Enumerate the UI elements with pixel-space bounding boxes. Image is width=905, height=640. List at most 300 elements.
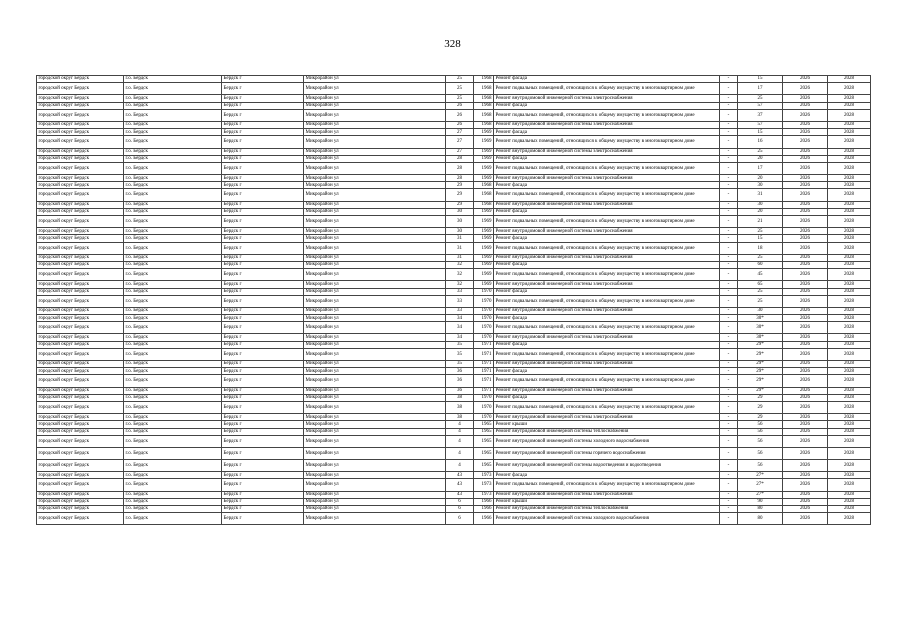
end-year-cell: 2028	[828, 175, 871, 182]
municipality-cell: г.о. Бердск	[124, 341, 222, 348]
table-row	[37, 155, 871, 162]
house-number-cell: 29	[446, 189, 474, 201]
street-cell: Микрорайон ул	[304, 498, 446, 505]
end-year-cell: 2028	[828, 421, 871, 428]
city-cell: Бердск г	[222, 155, 304, 162]
house-number-cell: 36	[446, 375, 474, 387]
table-row	[37, 102, 871, 109]
end-year-cell: 2028	[828, 348, 871, 360]
city-cell: Бердск г	[222, 208, 304, 215]
build-year-cell: 1968	[474, 102, 494, 109]
district-cell: городской округ Бердск	[37, 288, 124, 295]
house-number-cell: 35	[446, 361, 474, 368]
end-year-cell: 2028	[828, 254, 871, 261]
table-body	[37, 76, 871, 525]
street-cell: Микрорайон ул	[304, 95, 446, 102]
placeholder-cell: -	[720, 348, 738, 360]
work-type-cell: Ремонт подвальных помещений, относящихся к общему имуществу в многоквартирном доме	[494, 375, 720, 387]
house-number-cell: 6	[446, 513, 474, 525]
table-row	[37, 109, 871, 121]
cost-cell: 17	[738, 83, 783, 95]
street-cell: Микрорайон ул	[304, 148, 446, 155]
cost-cell: 27*	[738, 472, 783, 479]
table-row	[37, 136, 871, 148]
build-year-cell: 1966	[474, 506, 494, 513]
start-year-cell: 2026	[783, 428, 828, 435]
street-cell: Микрорайон ул	[304, 136, 446, 148]
municipality-cell: г.о. Бердск	[124, 129, 222, 136]
build-year-cell: 1969	[474, 269, 494, 281]
municipality-cell: г.о. Бердск	[124, 348, 222, 360]
municipality-cell: г.о. Бердск	[124, 307, 222, 314]
placeholder-cell: -	[720, 95, 738, 102]
municipality-cell: г.о. Бердск	[124, 155, 222, 162]
end-year-cell: 2028	[828, 242, 871, 254]
start-year-cell: 2026	[783, 242, 828, 254]
house-number-cell: 4	[446, 421, 474, 428]
capital-repair-table	[36, 75, 871, 525]
start-year-cell: 2026	[783, 315, 828, 322]
district-cell: городской округ Бердск	[37, 428, 124, 435]
build-year-cell: 1973	[474, 472, 494, 479]
build-year-cell: 1969	[474, 281, 494, 288]
street-cell: Микрорайон ул	[304, 208, 446, 215]
street-cell: Микрорайон ул	[304, 281, 446, 288]
placeholder-cell: -	[720, 428, 738, 435]
start-year-cell: 2026	[783, 83, 828, 95]
city-cell: Бердск г	[222, 102, 304, 109]
cost-cell: 56	[738, 428, 783, 435]
street-cell: Микрорайон ул	[304, 228, 446, 235]
placeholder-cell: -	[720, 228, 738, 235]
cost-cell: 56	[738, 447, 783, 459]
work-type-cell: Ремонт внутридомовой инженерной системы электроснабжения	[494, 491, 720, 498]
start-year-cell: 2026	[783, 375, 828, 387]
street-cell: Микрорайон ул	[304, 189, 446, 201]
work-type-cell: Ремонт крыши	[494, 498, 720, 505]
start-year-cell: 2026	[783, 348, 828, 360]
cost-cell: 29*	[738, 341, 783, 348]
cost-cell: 20	[738, 175, 783, 182]
placeholder-cell: -	[720, 334, 738, 341]
house-number-cell: 32	[446, 269, 474, 281]
cost-cell: 25	[738, 228, 783, 235]
city-cell: Бердск г	[222, 491, 304, 498]
district-cell: городской округ Бердск	[37, 242, 124, 254]
start-year-cell: 2026	[783, 182, 828, 189]
build-year-cell: 1969	[474, 242, 494, 254]
end-year-cell: 2028	[828, 428, 871, 435]
build-year-cell: 1969	[474, 235, 494, 242]
work-type-cell: Ремонт подвальных помещений, относящихся к общему имуществу в многоквартирном доме	[494, 295, 720, 307]
start-year-cell: 2026	[783, 288, 828, 295]
end-year-cell: 2028	[828, 136, 871, 148]
end-year-cell: 2028	[828, 261, 871, 268]
street-cell: Микрорайон ул	[304, 155, 446, 162]
house-number-cell: 38	[446, 394, 474, 401]
house-number-cell: 6	[446, 506, 474, 513]
cost-cell: 25	[738, 295, 783, 307]
start-year-cell: 2026	[783, 261, 828, 268]
city-cell: Бердск г	[222, 83, 304, 95]
municipality-cell: г.о. Бердск	[124, 201, 222, 208]
city-cell: Бердск г	[222, 235, 304, 242]
work-type-cell: Ремонт внутридомовой инженерной системы электроснабжения	[494, 95, 720, 102]
placeholder-cell: -	[720, 394, 738, 401]
end-year-cell: 2028	[828, 83, 871, 95]
build-year-cell: 1968	[474, 83, 494, 95]
street-cell: Микрорайон ул	[304, 129, 446, 136]
house-number-cell: 25	[446, 76, 474, 83]
street-cell: Микрорайон ул	[304, 261, 446, 268]
end-year-cell: 2028	[828, 472, 871, 479]
district-cell: городской округ Бердск	[37, 513, 124, 525]
house-number-cell: 27	[446, 148, 474, 155]
house-number-cell: 43	[446, 472, 474, 479]
municipality-cell: г.о. Бердск	[124, 109, 222, 121]
municipality-cell: г.о. Бердск	[124, 387, 222, 394]
municipality-cell: г.о. Бердск	[124, 228, 222, 235]
cost-cell: 27*	[738, 491, 783, 498]
cost-cell: 16	[738, 136, 783, 148]
cost-cell: 80	[738, 506, 783, 513]
end-year-cell: 2028	[828, 498, 871, 505]
municipality-cell: г.о. Бердск	[124, 148, 222, 155]
start-year-cell: 2026	[783, 506, 828, 513]
city-cell: Бердск г	[222, 76, 304, 83]
start-year-cell: 2026	[783, 201, 828, 208]
placeholder-cell: -	[720, 121, 738, 128]
municipality-cell: г.о. Бердск	[124, 136, 222, 148]
street-cell: Микрорайон ул	[304, 315, 446, 322]
house-number-cell: 34	[446, 334, 474, 341]
district-cell: городской округ Бердск	[37, 109, 124, 121]
district-cell: городской округ Бердск	[37, 491, 124, 498]
table-row	[37, 162, 871, 174]
table-row	[37, 95, 871, 102]
city-cell: Бердск г	[222, 288, 304, 295]
work-type-cell: Ремонт фасада	[494, 341, 720, 348]
end-year-cell: 2028	[828, 76, 871, 83]
build-year-cell: 1966	[474, 513, 494, 525]
work-type-cell: Ремонт подвальных помещений, относящихся к общему имуществу в многоквартирном доме	[494, 401, 720, 413]
street-cell: Микрорайон ул	[304, 334, 446, 341]
house-number-cell: 29	[446, 182, 474, 189]
city-cell: Бердск г	[222, 281, 304, 288]
district-cell: городской округ Бердск	[37, 401, 124, 413]
work-type-cell: Ремонт внутридомовой инженерной системы электроснабжения	[494, 121, 720, 128]
end-year-cell: 2028	[828, 95, 871, 102]
cost-cell: 90	[738, 498, 783, 505]
start-year-cell: 2026	[783, 102, 828, 109]
cost-cell: 25	[738, 95, 783, 102]
work-type-cell: Ремонт подвальных помещений, относящихся к общему имуществу в многоквартирном доме	[494, 242, 720, 254]
start-year-cell: 2026	[783, 414, 828, 421]
placeholder-cell: -	[720, 295, 738, 307]
start-year-cell: 2026	[783, 447, 828, 459]
build-year-cell: 1968	[474, 76, 494, 83]
start-year-cell: 2026	[783, 401, 828, 413]
end-year-cell: 2028	[828, 295, 871, 307]
placeholder-cell: -	[720, 506, 738, 513]
build-year-cell: 1970	[474, 288, 494, 295]
build-year-cell: 1968	[474, 201, 494, 208]
district-cell: городской округ Бердск	[37, 269, 124, 281]
build-year-cell: 1970	[474, 295, 494, 307]
start-year-cell: 2026	[783, 498, 828, 505]
start-year-cell: 2026	[783, 109, 828, 121]
table-row	[37, 235, 871, 242]
table-row	[37, 83, 871, 95]
work-type-cell: Ремонт подвальных помещений, относящихся к общему имуществу в многоквартирном доме	[494, 189, 720, 201]
district-cell: городской округ Бердск	[37, 281, 124, 288]
street-cell: Микрорайон ул	[304, 361, 446, 368]
table-row	[37, 208, 871, 215]
work-type-cell: Ремонт фасада	[494, 261, 720, 268]
build-year-cell: 1969	[474, 148, 494, 155]
district-cell: городской округ Бердск	[37, 375, 124, 387]
table-row	[37, 121, 871, 128]
street-cell: Микрорайон ул	[304, 242, 446, 254]
municipality-cell: г.о. Бердск	[124, 447, 222, 459]
street-cell: Микрорайон ул	[304, 479, 446, 491]
street-cell: Микрорайон ул	[304, 421, 446, 428]
table-row	[37, 201, 871, 208]
build-year-cell: 1971	[474, 368, 494, 375]
cost-cell: 30	[738, 182, 783, 189]
cost-cell: 15	[738, 76, 783, 83]
placeholder-cell: -	[720, 421, 738, 428]
build-year-cell: 1969	[474, 155, 494, 162]
work-type-cell: Ремонт внутридомовой инженерной системы электроснабжения	[494, 254, 720, 261]
street-cell: Микрорайон ул	[304, 513, 446, 525]
start-year-cell: 2026	[783, 121, 828, 128]
page-number: 328	[444, 38, 461, 50]
district-cell: городской округ Бердск	[37, 460, 124, 472]
end-year-cell: 2028	[828, 361, 871, 368]
house-number-cell: 33	[446, 288, 474, 295]
cost-cell: 60	[738, 261, 783, 268]
city-cell: Бердск г	[222, 334, 304, 341]
district-cell: городской округ Бердск	[37, 228, 124, 235]
table-row	[37, 269, 871, 281]
house-number-cell: 31	[446, 254, 474, 261]
work-type-cell: Ремонт подвальных помещений, относящихся к общему имуществу в многоквартирном доме	[494, 348, 720, 360]
start-year-cell: 2026	[783, 281, 828, 288]
house-number-cell: 34	[446, 315, 474, 322]
start-year-cell: 2026	[783, 394, 828, 401]
municipality-cell: г.о. Бердск	[124, 269, 222, 281]
end-year-cell: 2028	[828, 216, 871, 228]
cost-cell: 25	[738, 254, 783, 261]
district-cell: городской округ Бердск	[37, 334, 124, 341]
start-year-cell: 2026	[783, 322, 828, 334]
city-cell: Бердск г	[222, 129, 304, 136]
build-year-cell: 1965	[474, 421, 494, 428]
table-row	[37, 460, 871, 472]
district-cell: городской округ Бердск	[37, 361, 124, 368]
table-row	[37, 76, 871, 83]
work-type-cell: Ремонт фасада	[494, 76, 720, 83]
house-number-cell: 33	[446, 295, 474, 307]
end-year-cell: 2028	[828, 121, 871, 128]
placeholder-cell: -	[720, 155, 738, 162]
house-number-cell: 36	[446, 387, 474, 394]
placeholder-cell: -	[720, 375, 738, 387]
placeholder-cell: -	[720, 361, 738, 368]
start-year-cell: 2026	[783, 254, 828, 261]
placeholder-cell: -	[720, 315, 738, 322]
start-year-cell: 2026	[783, 307, 828, 314]
street-cell: Микрорайон ул	[304, 368, 446, 375]
table-row	[37, 361, 871, 368]
district-cell: городской округ Бердск	[37, 506, 124, 513]
city-cell: Бердск г	[222, 307, 304, 314]
table-row	[37, 334, 871, 341]
work-type-cell: Ремонт внутридомовой инженерной системы теплоснабжения	[494, 428, 720, 435]
city-cell: Бердск г	[222, 269, 304, 281]
city-cell: Бердск г	[222, 387, 304, 394]
end-year-cell: 2028	[828, 401, 871, 413]
end-year-cell: 2028	[828, 334, 871, 341]
build-year-cell: 1969	[474, 175, 494, 182]
municipality-cell: г.о. Бердск	[124, 281, 222, 288]
placeholder-cell: -	[720, 208, 738, 215]
district-cell: городской округ Бердск	[37, 95, 124, 102]
street-cell: Микрорайон ул	[304, 175, 446, 182]
street-cell: Микрорайон ул	[304, 102, 446, 109]
house-number-cell: 32	[446, 281, 474, 288]
city-cell: Бердск г	[222, 315, 304, 322]
cost-cell: 29*	[738, 368, 783, 375]
cost-cell: 30*	[738, 315, 783, 322]
district-cell: городской округ Бердск	[37, 447, 124, 459]
city-cell: Бердск г	[222, 368, 304, 375]
start-year-cell: 2026	[783, 334, 828, 341]
district-cell: городской округ Бердск	[37, 136, 124, 148]
work-type-cell: Ремонт внутридомовой инженерной системы электроснабжения	[494, 307, 720, 314]
house-number-cell: 28	[446, 162, 474, 174]
street-cell: Микрорайон ул	[304, 182, 446, 189]
end-year-cell: 2028	[828, 435, 871, 447]
start-year-cell: 2026	[783, 95, 828, 102]
district-cell: городской округ Бердск	[37, 121, 124, 128]
placeholder-cell: -	[720, 498, 738, 505]
table-row	[37, 513, 871, 525]
street-cell: Микрорайон ул	[304, 295, 446, 307]
house-number-cell: 4	[446, 428, 474, 435]
work-type-cell: Ремонт внутридомовой инженерной системы холодного водоснабжения	[494, 435, 720, 447]
house-number-cell: 29	[446, 201, 474, 208]
municipality-cell: г.о. Бердск	[124, 479, 222, 491]
work-type-cell: Ремонт фасада	[494, 208, 720, 215]
district-cell: городской округ Бердск	[37, 368, 124, 375]
build-year-cell: 1968	[474, 189, 494, 201]
cost-cell: 20	[738, 155, 783, 162]
start-year-cell: 2026	[783, 155, 828, 162]
house-number-cell: 28	[446, 175, 474, 182]
municipality-cell: г.о. Бердск	[124, 394, 222, 401]
build-year-cell: 1971	[474, 341, 494, 348]
work-type-cell: Ремонт фасада	[494, 129, 720, 136]
city-cell: Бердск г	[222, 428, 304, 435]
placeholder-cell: -	[720, 447, 738, 459]
start-year-cell: 2026	[783, 189, 828, 201]
district-cell: городской округ Бердск	[37, 76, 124, 83]
city-cell: Бердск г	[222, 95, 304, 102]
cost-cell: 30	[738, 201, 783, 208]
placeholder-cell: -	[720, 148, 738, 155]
house-number-cell: 30	[446, 208, 474, 215]
build-year-cell: 1970	[474, 414, 494, 421]
start-year-cell: 2026	[783, 162, 828, 174]
build-year-cell: 1970	[474, 334, 494, 341]
table-row	[37, 428, 871, 435]
municipality-cell: г.о. Бердск	[124, 162, 222, 174]
table-row	[37, 307, 871, 314]
city-cell: Бердск г	[222, 361, 304, 368]
work-type-cell: Ремонт внутридомовой инженерной системы электроснабжения	[494, 334, 720, 341]
district-cell: городской округ Бердск	[37, 498, 124, 505]
work-type-cell: Ремонт крыши	[494, 421, 720, 428]
city-cell: Бердск г	[222, 228, 304, 235]
placeholder-cell: -	[720, 513, 738, 525]
district-cell: городской округ Бердск	[37, 261, 124, 268]
municipality-cell: г.о. Бердск	[124, 95, 222, 102]
street-cell: Микрорайон ул	[304, 83, 446, 95]
placeholder-cell: -	[720, 129, 738, 136]
district-cell: городской округ Бердск	[37, 148, 124, 155]
start-year-cell: 2026	[783, 235, 828, 242]
cost-cell: 57	[738, 121, 783, 128]
street-cell: Микрорайон ул	[304, 435, 446, 447]
work-type-cell: Ремонт подвальных помещений, относящихся к общему имуществу в многоквартирном доме	[494, 269, 720, 281]
district-cell: городской округ Бердск	[37, 479, 124, 491]
municipality-cell: г.о. Бердск	[124, 460, 222, 472]
house-number-cell: 4	[446, 447, 474, 459]
city-cell: Бердск г	[222, 414, 304, 421]
build-year-cell: 1969	[474, 136, 494, 148]
placeholder-cell: -	[720, 269, 738, 281]
district-cell: городской округ Бердск	[37, 295, 124, 307]
municipality-cell: г.о. Бердск	[124, 295, 222, 307]
house-number-cell: 33	[446, 307, 474, 314]
work-type-cell: Ремонт подвальных помещений, относящихся к общему имуществу в многоквартирном доме	[494, 479, 720, 491]
start-year-cell: 2026	[783, 513, 828, 525]
cost-cell: 29	[738, 414, 783, 421]
street-cell: Микрорайон ул	[304, 387, 446, 394]
city-cell: Бердск г	[222, 261, 304, 268]
placeholder-cell: -	[720, 435, 738, 447]
work-type-cell: Ремонт фасада	[494, 394, 720, 401]
cost-cell: 29*	[738, 375, 783, 387]
table-row	[37, 341, 871, 348]
cost-cell: 30	[738, 307, 783, 314]
build-year-cell: 1965	[474, 447, 494, 459]
placeholder-cell: -	[720, 254, 738, 261]
work-type-cell: Ремонт фасада	[494, 155, 720, 162]
street-cell: Микрорайон ул	[304, 394, 446, 401]
street-cell: Микрорайон ул	[304, 216, 446, 228]
start-year-cell: 2026	[783, 361, 828, 368]
cost-cell: 18	[738, 242, 783, 254]
placeholder-cell: -	[720, 288, 738, 295]
cost-cell: 15	[738, 235, 783, 242]
district-cell: городской округ Бердск	[37, 472, 124, 479]
district-cell: городской округ Бердск	[37, 208, 124, 215]
placeholder-cell: -	[720, 472, 738, 479]
cost-cell: 56	[738, 435, 783, 447]
